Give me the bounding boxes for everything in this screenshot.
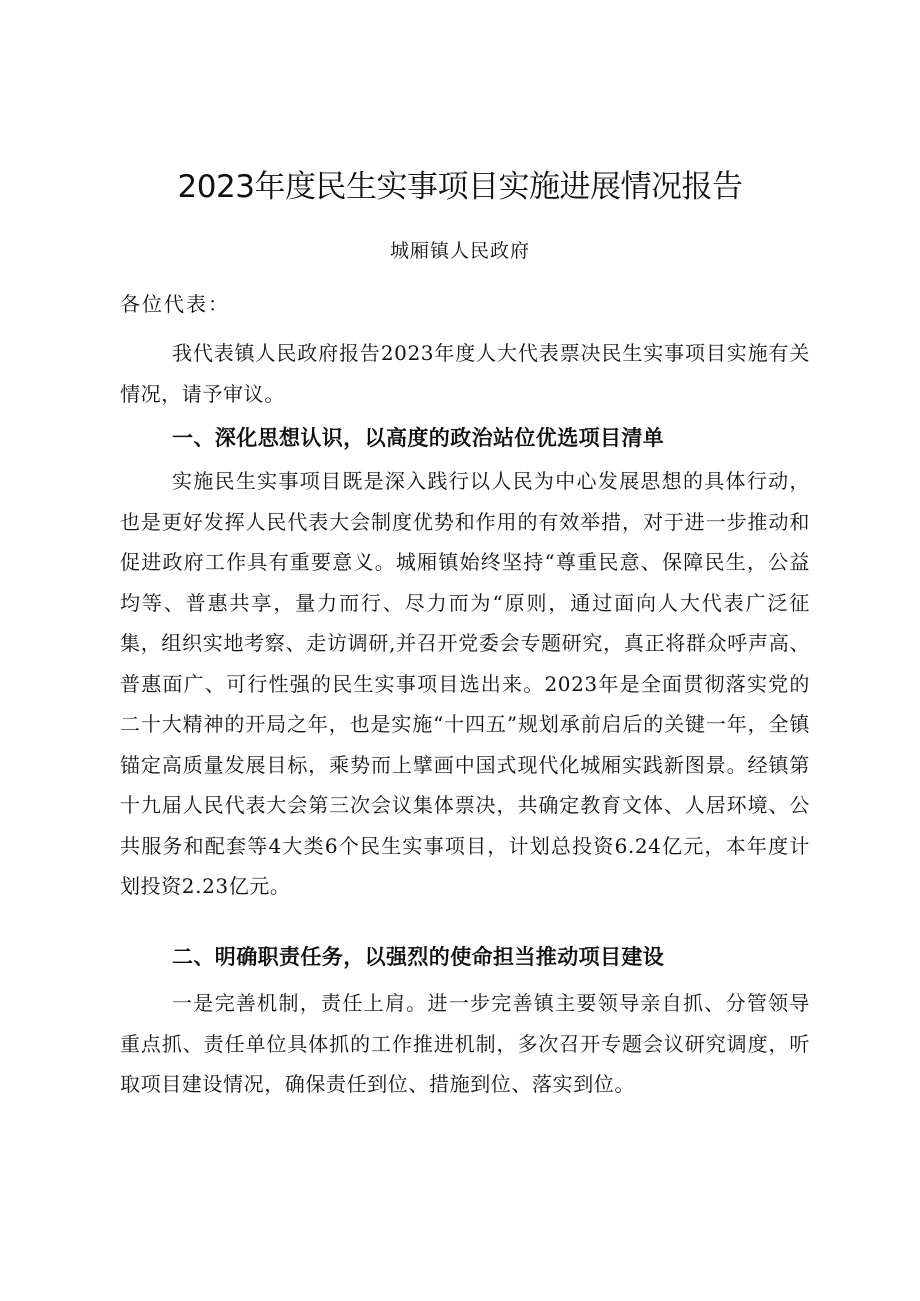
intro-paragraph: 我代表镇人民政府报告2023年度人大代表票决民生实事项目实施有关情况，请予审议。	[120, 341, 810, 406]
section-paragraph-2: 一是完善机制，责任上肩。进一步完善镇主要领导亲自抓、分管领导重点抓、责任单位具体抓的工作推进机制，多次召开专题会议研究调度，听取项目建设情况，确保责任到位、措施到位、落实到位。	[120, 991, 810, 1097]
document-title: 2023年度民生实事项目实施进展情况报告	[177, 169, 743, 205]
section-heading-1: 一、深化思想认识，以高度的政治站位优选项目清单	[172, 426, 665, 450]
section-paragraph-1: 实施民生实事项目既是深入践行以人民为中心发展思想的具体行动，也是更好发挥人民代表大会制度优势和作用的有效举措，对于进一步推动和促进政府工作具有重要意义。城厢镇始终坚持“尊重民意、保障民生，公益均等、普惠共享，量力而行、尽力而为“原则，通过面向人大代表广泛征集，组织实地考察、走访调研,并召开党委会专题研究，真正将群众呼声高、普惠面广、可行性强的民生实事项目选出来。2023年是全面贯彻落实党的二十大精神的开局之年，也是实施“十四五”规划承前启后的关键一年，全镇锚定高质量发展目标，乘势而上擘画中国式现代化城厢实践新图景。经镇第十九届人民代表大会第三次会议集体票决，共确定教育文体、人居环境、公共服务和配套等4大类6个民生实事项目，计划总投资6.24亿元，本年度计划投资2.23亿元。	[120, 469, 810, 898]
issuing-authority: 城厢镇人民政府	[389, 240, 530, 262]
section-heading-2: 二、明确职责任务，以强烈的使命担当推动项目建设	[172, 945, 665, 969]
salutation: 各位代表：	[120, 292, 230, 316]
